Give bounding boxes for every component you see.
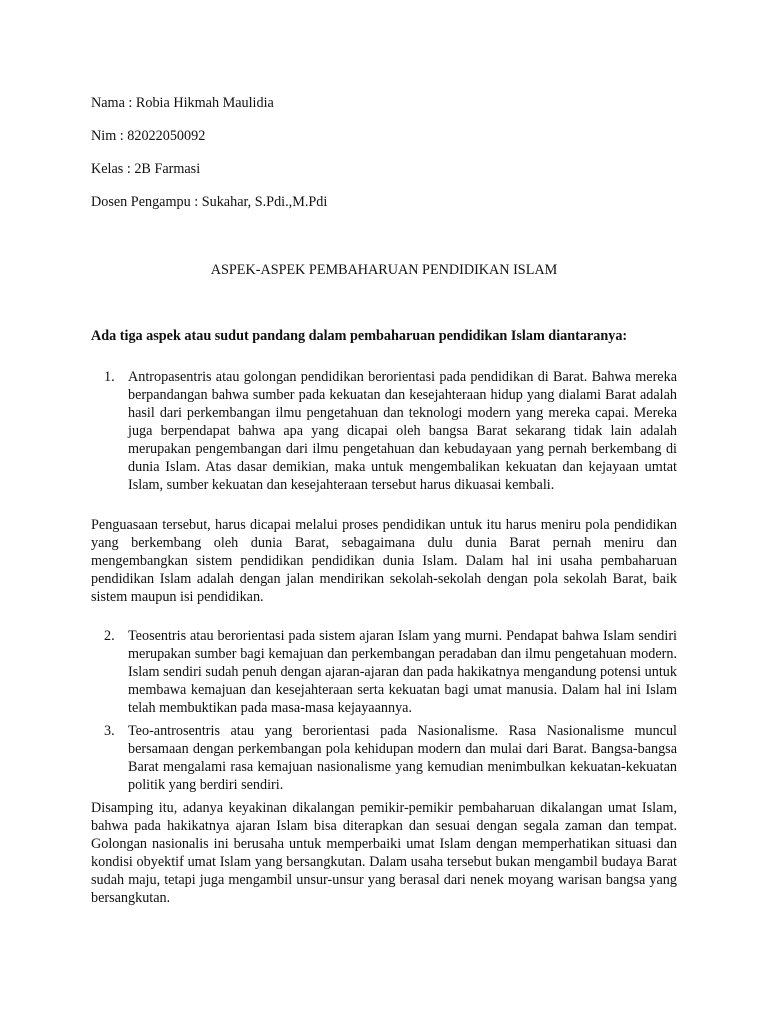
list-item bbox=[91, 368, 677, 494]
paragraph-disamping: Disamping itu, adanya keyakinan dikalangan pemikir-pemikir pembaharuan dikalangan umat Islam, bahwa pada hakikatnya ajaran Islam bisa diterapkan dan sesuai dengan segala zaman dan tempat. Golongan nasionalis ini berusaha untuk memperbaiki umat Islam dengan memperhatikan situasi dan kondisi obyektif umat Islam yang bersangkutan. Dalam usaha tersebut bukan mengambil budaya Barat sudah maju, tetapi juga mengambil unsur-unsur yang berasal dari nenek moyang warisan bangsa yang bersangkutan. bbox=[91, 800, 677, 906]
lecturer-name: Dosen Pengampu : Sukahar, S.Pdi.,M.Pdi bbox=[91, 194, 328, 210]
list-item-text: Teo-antrosentris atau yang berorientasi pada Nasionalisme. Rasa Nasionalisme muncul bersamaan dengan perkembangan pola kehidupan modern dan mulai dari Barat. Bangsa-bangsa Barat mengalami rasa kemajuan nasionalisme yang kemudian menimbulkan kekuatan-kekuatan politik yang berdiri sendiri. bbox=[128, 723, 677, 793]
list-number: 2. bbox=[104, 628, 115, 644]
paragraph-penguasaan: Penguasaan tersebut, harus dicapai melalui proses pendidikan untuk itu harus meniru pola pendidikan yang berkembang oleh dunia Barat, sebagaimana dulu dunia Barat pernah meniru dan mengembangkan sistem pendidikan pendidikan dunia Islam. Dalam hal ini usaha pembaharuan pendidikan Islam adalah dengan jalan mendirikan sekolah-sekolah dengan pola sekolah Barat, baik sistem maupun isi pendidikan. bbox=[91, 517, 677, 605]
student-name: Nama : Robia Hikmah Maulidia bbox=[91, 95, 274, 111]
list-item bbox=[91, 722, 677, 794]
list-item-text: Teosentris atau berorientasi pada sistem ajaran Islam yang murni. Pendapat bahwa Islam sendiri merupakan sumber bagi kemajuan dan perkembangan peradaban dan ilmu pengetahuan modern. Islam sendiri sudah penuh dengan ajaran-ajaran dan pada hakikatnya mengandung potensi untuk membawa kemajuan dan kesejahteraan serta kekuatan bagi umat manusia. Dalam hal ini Islam telah membuktikan pada masa-masa kejayaannya. bbox=[128, 628, 677, 716]
list-item-text: Antropasentris atau golongan pendidikan berorientasi pada pendidikan di Barat. Bahwa mereka berpandangan bahwa sumber pada kekuatan dan kesejahteraan hidup yang dialami Barat adalah hasil dari perkembangan ilmu pengetahuan dan teknologi modern yang mereka capai. Mereka juga berpendapat bahwa apa yang dicapai oleh bangsa Barat sekarang tidak lain adalah merupakan pengembangan dari ilmu pengetahuan dan kebudayaan yang pernah berkembang di dunia Islam. Atas dasar demikian, maka untuk mengembalikan kekuatan dan kejayaan umtat Islam, sumber kekuatan dan kesejahteraan tersebut harus dikuasai kembali. bbox=[128, 369, 677, 493]
list-number: 1. bbox=[104, 369, 115, 385]
intro-heading: Ada tiga aspek atau sudut pandang dalam pembaharuan pendidikan Islam diantaranya: bbox=[91, 328, 628, 344]
list-number: 3. bbox=[104, 723, 115, 739]
list-item bbox=[91, 627, 677, 717]
document-title: ASPEK-ASPEK PEMBAHARUAN PENDIDIKAN ISLAM bbox=[210, 262, 558, 278]
student-nim: Nim : 82022050092 bbox=[91, 128, 206, 144]
student-class: Kelas : 2B Farmasi bbox=[91, 161, 201, 177]
